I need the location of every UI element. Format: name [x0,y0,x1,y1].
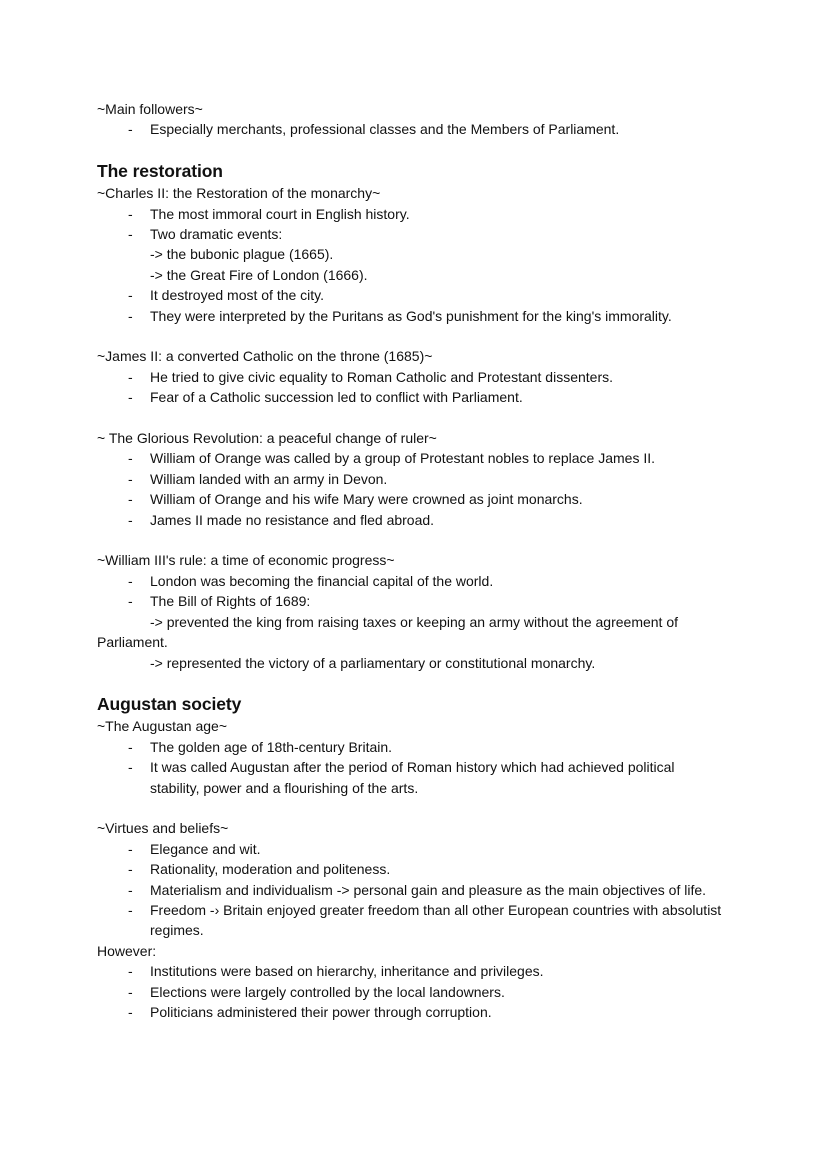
bullet-dash-icon: - [128,861,133,878]
bullet-dash-icon: - [128,389,133,406]
list-item-text: They were interpreted by the Puritans as God's punishment for the king's immorality. [150,307,672,324]
bullet-dash-icon: - [128,307,133,324]
list-item-text: Institutions were based on hierarchy, inheritance and privileges. [150,963,544,980]
list-item-text: Freedom -› Britain enjoyed greater freedom than all other European countries with absolutist regimes. [150,901,726,939]
list-item-text: William of Orange was called by a group of Protestant nobles to replace James II. [150,450,656,467]
list-item [97,880,725,900]
bullet-dash-icon: - [128,470,133,487]
list-item-text: Politicians administered their power through corruption. [150,1004,492,1020]
paragraph-spacer [97,408,725,428]
bullet-dash-icon: - [128,963,133,980]
topic-label: ~William III's rule: a time of economic progress~ [97,552,395,569]
list-item [97,119,725,139]
bullet-dash-icon: - [128,287,133,304]
paragraph-spacer [97,798,725,818]
bullet-dash-icon: - [128,368,133,385]
bullet-dash-icon: - [128,226,133,243]
topic-label: ~James II: a converted Catholic on the throne (1685)~ [97,348,433,365]
bullet-dash-icon: - [128,121,133,138]
list-item [97,367,725,387]
topic-label: ~Main followers~ [97,101,203,117]
list-item-text: Fear of a Catholic succession led to conflict with Parliament. [150,389,523,406]
topic-label: ~ The Glorious Revolution: a peaceful change of ruler~ [97,430,437,447]
list-item-text: The Bill of Rights of 1689: [150,593,311,610]
paragraph-spacer [97,530,725,550]
bullet-dash-icon: - [128,901,133,918]
list-item [97,859,725,879]
list-item [97,900,725,941]
list-item-text: James II made no resistance and fled abroad. [150,511,435,528]
topic-label: ~Virtues and beliefs~ [97,820,229,837]
list-item [97,982,725,1002]
document-body [97,99,725,1022]
bullet-dash-icon: - [128,205,133,222]
list-item-text: Rationality, moderation and politeness. [150,861,391,878]
list-item [97,757,725,798]
bullet-dash-icon: - [128,450,133,467]
bullet-dash-icon: - [128,593,133,610]
list-item-text: The golden age of 18th-century Britain. [150,738,393,755]
list-item [97,839,725,859]
list-item-text: Elegance and wit. [150,840,261,857]
list-item [97,571,725,591]
list-item [97,204,725,224]
arrow-sub-item: -> prevented the king from raising taxes or keeping an army without the agreement of Parliament. [97,613,682,651]
bullet-dash-icon: - [128,491,133,508]
list-item-text: Materialism and individualism -> personal gain and pleasure as the main objectives of life. [150,881,707,898]
bullet-dash-icon: - [128,511,133,528]
list-item [97,387,725,407]
bullet-dash-icon: - [128,738,133,755]
topic-label: ~The Augustan age~ [97,718,227,735]
list-item [97,306,725,326]
list-item-text: Especially merchants, professional classes and the Members of Parliament. [150,121,620,138]
list-item [97,285,725,305]
list-item-text: London was becoming the financial capital of the world. [150,572,494,589]
bullet-dash-icon: - [128,759,133,776]
bullet-dash-icon: - [128,840,133,857]
list-item-text: It destroyed most of the city. [150,287,325,304]
list-item [97,448,725,468]
arrow-sub-item: -> the bubonic plague (1665). [150,246,334,263]
list-item [97,469,725,489]
bullet-dash-icon: - [128,983,133,1000]
list-item-text: The most immoral court in English history. [150,205,410,222]
list-item [97,510,725,530]
list-item [97,737,725,757]
list-item-text: It was called Augustan after the period of Roman history which had achieved political stability, power and a flourishing of the arts. [150,759,679,796]
list-item-text: He tried to give civic equality to Roman Catholic and Protestant dissenters. [150,368,614,385]
bullet-dash-icon: - [128,1004,133,1020]
list-item-text: Two dramatic events: [150,226,283,243]
list-item [97,489,725,509]
list-item-text: William landed with an army in Devon. [150,470,388,487]
list-item [97,224,725,244]
bullet-dash-icon: - [128,572,133,589]
list-item-text: Elections were largely controlled by the local landowners. [150,983,505,1000]
topic-label: ~Charles II: the Restoration of the monarchy~ [97,185,381,202]
list-item [97,961,725,981]
topic-label: However: [97,942,157,959]
list-item [97,1002,725,1022]
list-item-text: William of Orange and his wife Mary were crowned as joint monarchs. [150,491,583,508]
section-heading: The restoration [97,160,223,181]
section-heading: Augustan society [97,693,242,714]
arrow-sub-item: -> represented the victory of a parliamentary or constitutional monarchy. [150,654,596,671]
arrow-sub-item: -> the Great Fire of London (1666). [150,266,368,283]
bullet-dash-icon: - [128,881,133,898]
paragraph-spacer [97,326,725,346]
list-item [97,591,725,611]
